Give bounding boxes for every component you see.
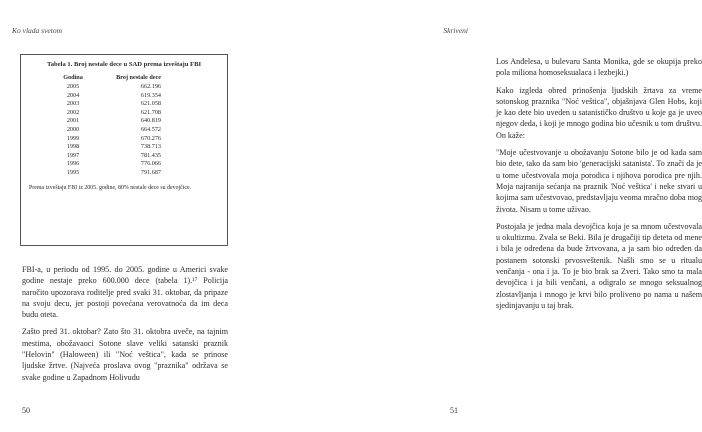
table-cell-count: 621.708 [140,108,161,116]
table-row [45,169,161,178]
paragraph: Zašto pred 31. oktobar? Zato što 31. oktobra uveče, na tajnim mestima, obožavaoci Sotone slave veliki satanski praznik "Helovin" (Haloween) ili "Noć veštica", kada se prinose ljudske žrtve. (Najveća proslava ovog "praznika" održava se svake godine u Zapadnom Holivudu [22,327,228,382]
table-cell-year: 2003 [66,100,80,108]
table-cell-year: 1996 [66,160,80,168]
missing-children-table [45,74,161,178]
right-page [240,0,702,432]
table-row [45,109,161,118]
table-cell-count: 640.819 [140,117,161,125]
running-head-right: Skriveni [443,26,468,35]
table-cell-count: 738.713 [140,143,161,151]
page-number-right: 51 [450,406,458,415]
table-row [45,117,161,126]
table-cell-count: 791.687 [140,168,161,176]
table-cell-count: 664.572 [140,125,161,133]
table-cell-year: 2002 [66,108,80,116]
table-cell-year: 1995 [66,168,80,176]
table-box [20,54,228,246]
right-body-text [496,56,702,311]
paragraph: Postojala je jedna mala devojčica koja je sa mnom učestvovala u okultizmu. Zvala se Beki. Bila je drugačiji tip deteta od mene i bila je određena da bude žrtvovana, a ja sam bio određen da postanem sotonski prvosveštenik. Našli smo se u ritualu venčanja - ona i ja. To je bio brak sa Zveri. Tako smo ta mala devojčica i ja bili venčani, a odigralo se mnogo seksualnog zlostavljanja i mnogo je krvi bilo proliveno po nama u našem sjedinjavanju u taj brak. [496,221,702,310]
table-cell-count: 781.435 [140,151,161,159]
paragraph: "Moje učestvovanje u obožavanju Sotone bilo je od kada sam bio dete, tako da sam bio 'generacijski satanista'. To znači da je u tome učestvovala moja porodica i njihova porodica pre njih. Moja najranija sećanja na praznik 'Noć veštica' i neke stvari u kojima sam učestvovao, predstavljaju veoma mračno doba mog života. Nisam u tome uživao. [496,148,702,214]
table-cell-year: 2000 [66,125,80,133]
table-row [45,143,161,152]
table-cell-count: 619.354 [140,91,161,99]
table-cell-year: 1998 [66,143,80,151]
table-note: Prema izveštaju FBI iz 2005. godine, 80% nestale dece su devojčice. [29,184,192,191]
table-cell-year: 2005 [66,83,80,90]
left-body-text [22,264,228,383]
table-cell-count: 670.276 [140,134,161,142]
table-cell-count: 776.066 [140,160,161,168]
table-row [45,100,161,109]
paragraph: Los Anđelesa, u bulevaru Santa Monika, gde se okupija preko pola miliona homoseksualaca i lezbejki.) [496,57,702,78]
table-row [45,92,161,101]
running-head-left: Ko vlada svetom [12,26,62,35]
table-cell-year: 2004 [66,91,80,99]
table-cell-year: 2001 [66,117,80,125]
table-cell-year: 1997 [66,151,80,159]
table-title: Tabela 1. Broj nestale dece u SAD prema izveštaju FBI [46,61,202,68]
table-row [45,152,161,161]
table-row [45,83,161,92]
table-cell-year: 1999 [66,134,80,142]
table-row [45,160,161,169]
column-header-count: Broj nestale dece [116,74,161,81]
table-row [45,135,161,144]
table-header-row [45,74,161,83]
paragraph: FBI-a, u periodu od 1995. do 2005. godine u Americi svake godine nestaje preko 600.000 dece (tabela 1).¹⁷ Policija naročito upozorava roditelje pred svaki 31. oktobar, da pripaze na svoju decu, jer postoji povećana verovatnoća da im deca budu oteta. [22,265,228,320]
table-cell-count: 662.196 [140,83,161,90]
table-row [45,126,161,135]
table-cell-count: 621.058 [140,100,161,108]
page-number-left: 50 [22,406,30,415]
column-header-year: Godina [63,74,83,81]
paragraph: Kako izgleda obred prinošenja ljudskih žrtava za vreme sotonskog praznika "Noć veštica", objašnjava Glen Hobs, koji je kao dete bio uveden u satanističko društvo u koje ga je uveo njegov deda, i koji je mnogo godina bio učesnik u tom društvu. On kaže: [496,85,702,140]
left-page [0,0,240,432]
